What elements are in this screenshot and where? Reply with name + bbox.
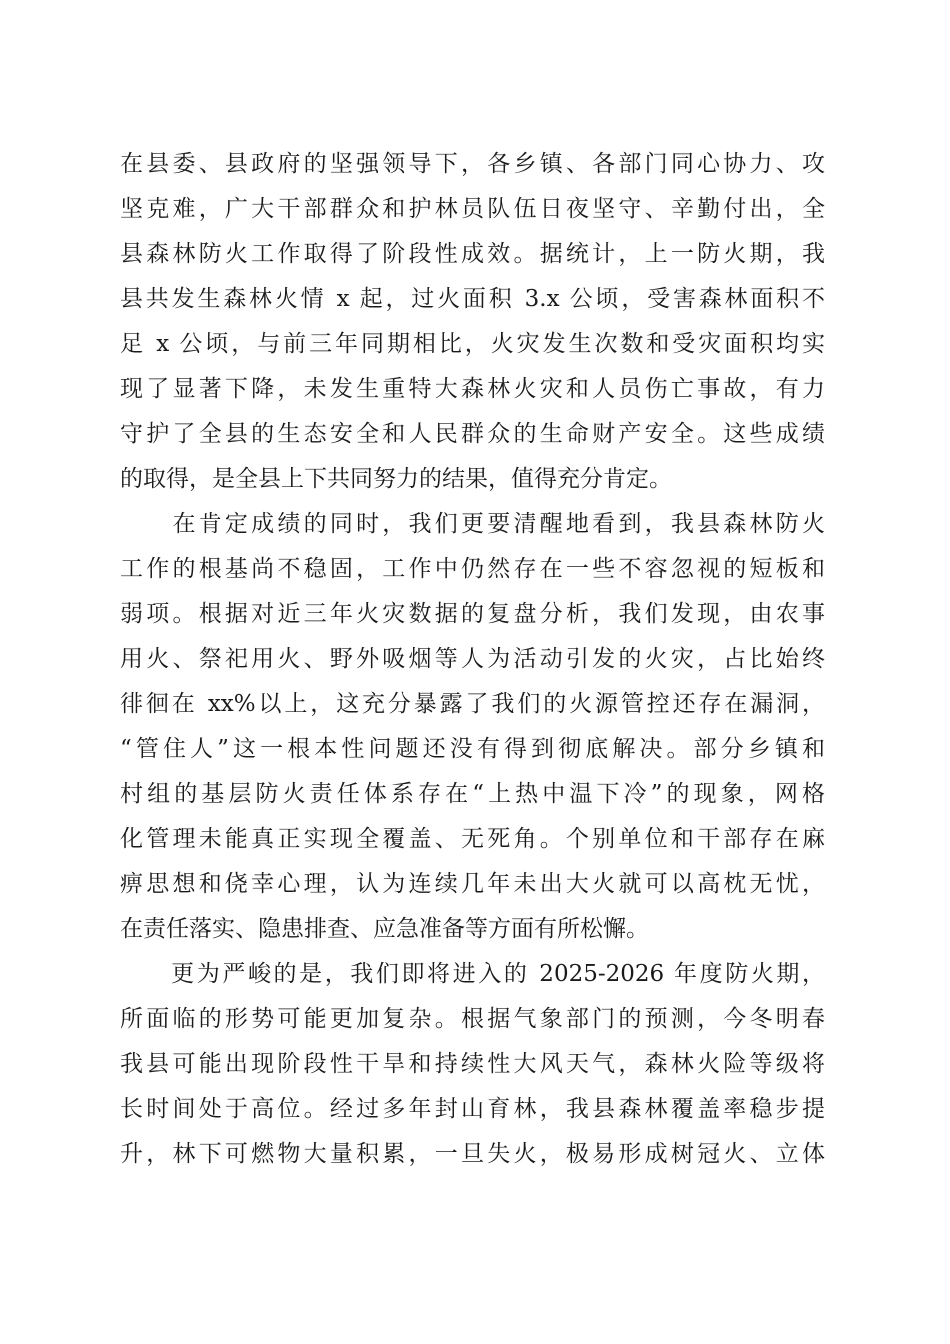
text-line: 县森林防火工作取得了阶段性成效。据统计，上一防火期，我 — [120, 241, 825, 267]
text-line: 在县委、县政府的坚强领导下，各乡镇、各部门同心协力、攻 — [120, 151, 825, 177]
text-line: 守护了全县的生态安全和人民群众的生命财产安全。这些成绩 — [120, 421, 825, 447]
text-line: 在肯定成绩的同时，我们更要清醒地看到，我县森林防火 — [120, 511, 825, 537]
text-line: 工作的根基尚不稳固，工作中仍然存在一些不容忽视的短板和 — [120, 556, 825, 582]
body-text — [120, 142, 825, 1177]
text-line: 村组的基层防火责任体系存在“上热中温下冷”的现象，网格 — [120, 781, 825, 807]
text-line: 长时间处于高位。经过多年封山育林，我县森林覆盖率稳步提 — [120, 1096, 825, 1122]
text-line: 升，林下可燃物大量积累，一旦失火，极易形成树冠火、立体 — [120, 1141, 825, 1167]
text-line: 更为严峻的是，我们即将进入的 2025-2026 年度防火期， — [120, 961, 825, 987]
text-line: “管住人”这一根本性问题还没有得到彻底解决。部分乡镇和 — [120, 736, 825, 762]
text-line: 弱项。根据对近三年火灾数据的复盘分析，我们发现，由农事 — [120, 601, 825, 627]
text-line: 现了显著下降，未发生重特大森林火灾和人员伤亡事故，有力 — [120, 376, 825, 402]
text-line: 的取得，是全县上下共同努力的结果，值得充分肯定。 — [120, 466, 672, 492]
text-line: 痹思想和侥幸心理，认为连续几年未出大火就可以高枕无忧， — [120, 871, 825, 897]
text-line: 我县可能出现阶段性干旱和持续性大风天气，森林火险等级将 — [120, 1051, 825, 1077]
text-line: 在责任落实、隐患排查、应急准备等方面有所松懈。 — [120, 916, 649, 942]
text-line: 县共发生森林火情 x 起，过火面积 3.x 公顷，受害森林面积不 — [120, 286, 825, 312]
text-line: 足 x 公顷，与前三年同期相比，火灾发生次数和受灾面积均实 — [120, 331, 825, 357]
text-line: 化管理未能真正实现全覆盖、无死角。个别单位和干部存在麻 — [120, 826, 825, 852]
text-line: 坚克难，广大干部群众和护林员队伍日夜坚守、辛勤付出，全 — [120, 196, 825, 222]
text-line: 用火、祭祀用火、野外吸烟等人为活动引发的火灾，占比始终 — [120, 646, 825, 672]
text-line: 徘徊在 xx%以上，这充分暴露了我们的火源管控还存在漏洞， — [120, 691, 825, 717]
text-line: 所面临的形势可能更加复杂。根据气象部门的预测，今冬明春 — [120, 1006, 825, 1032]
